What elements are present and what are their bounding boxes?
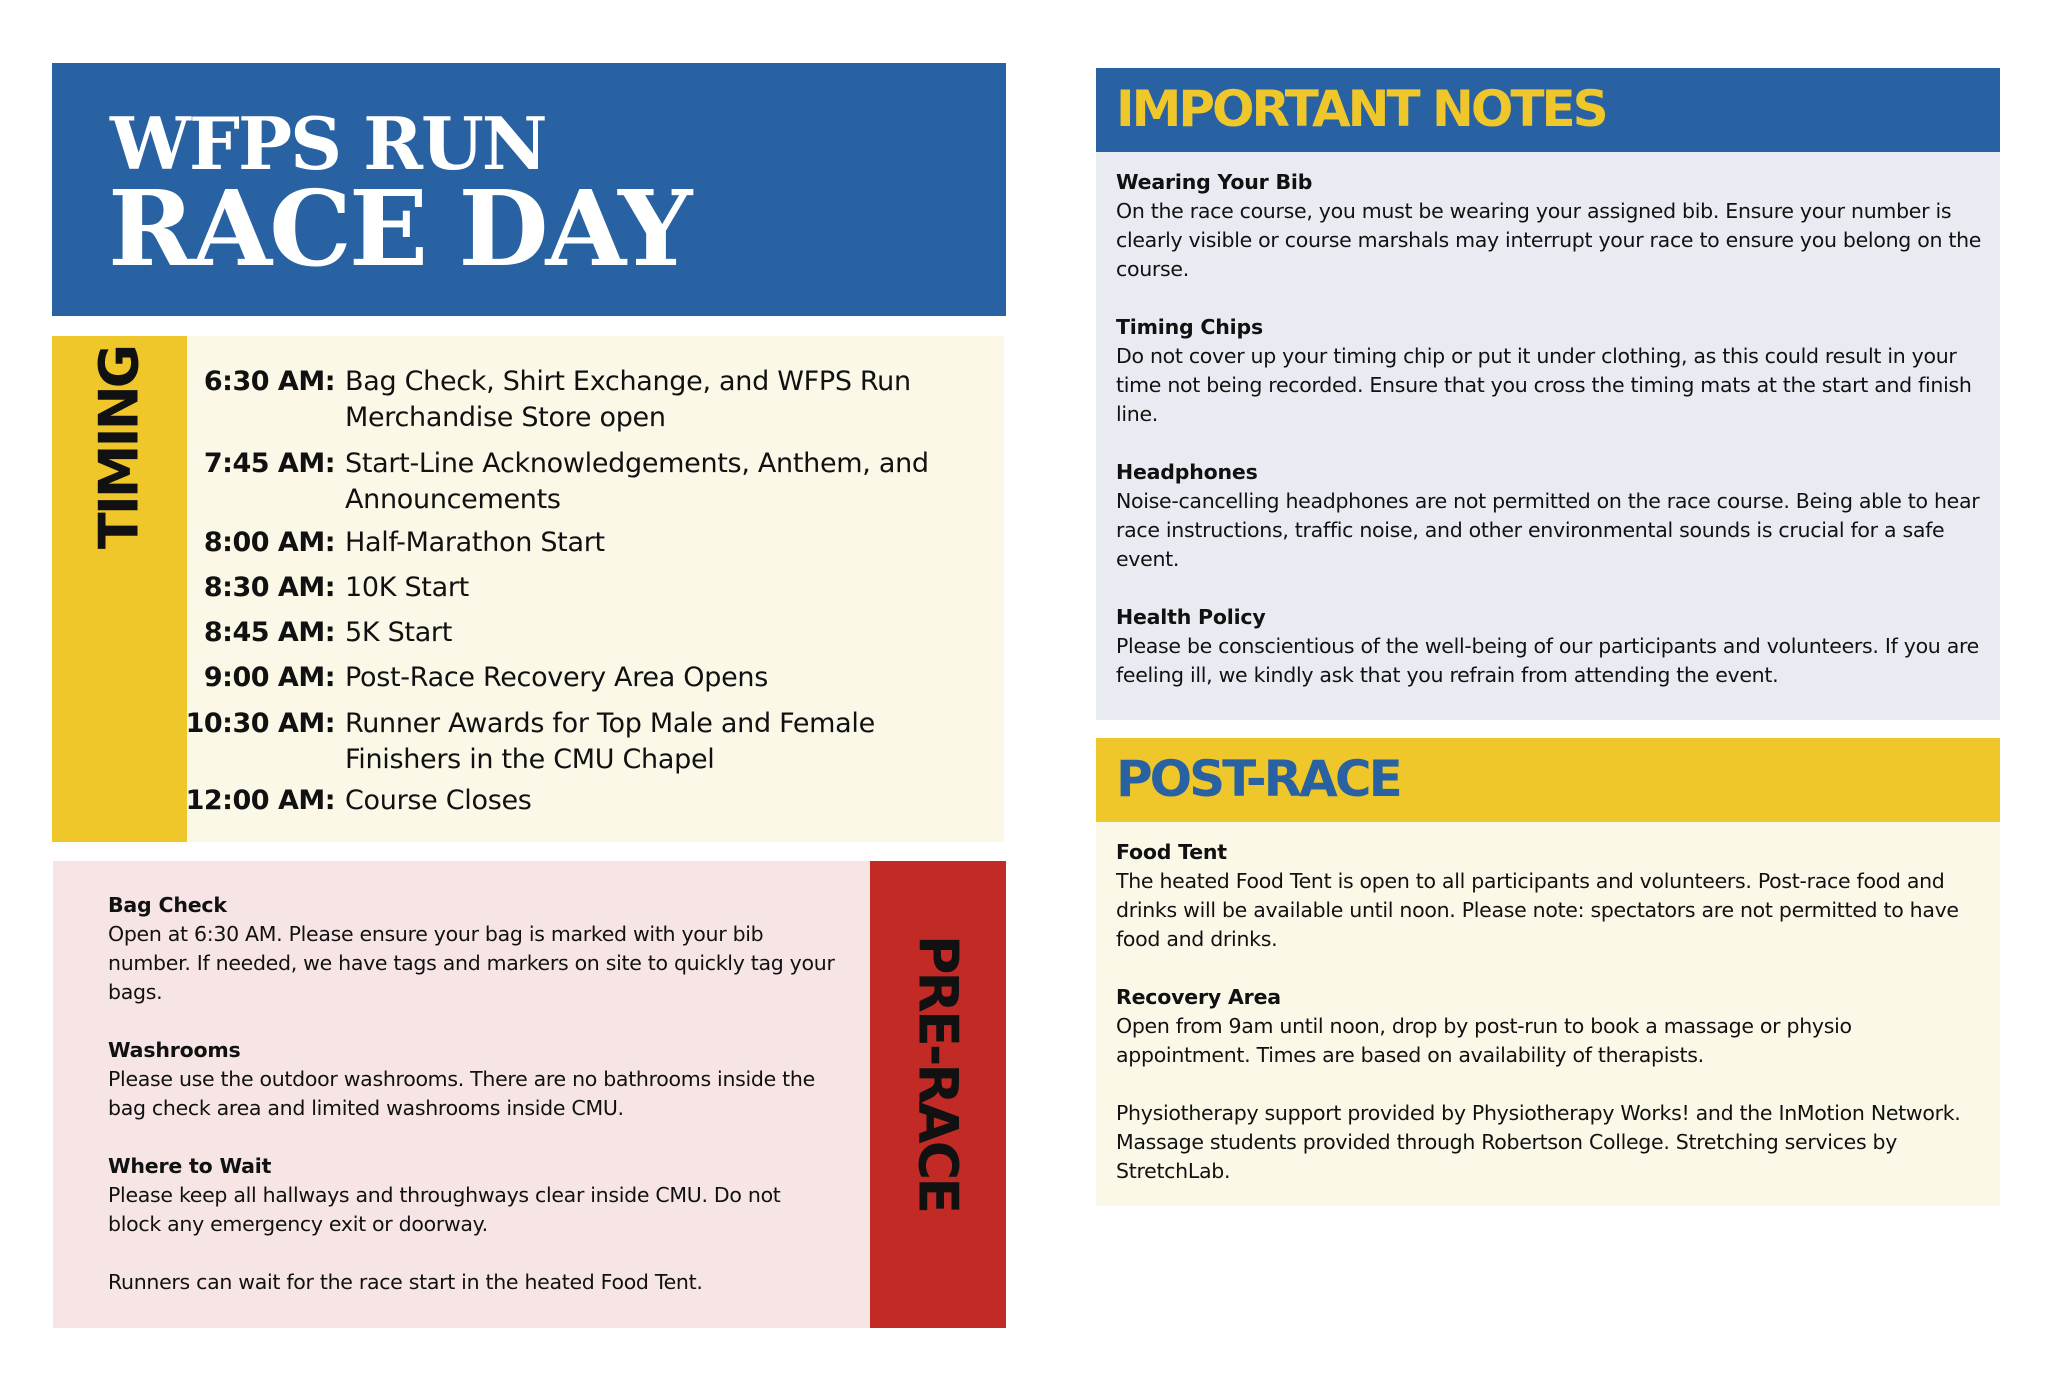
post-race-title: POST-RACE	[1116, 750, 1400, 808]
important-notes-content	[1116, 168, 1986, 719]
note-text: Do not cover up your timing chip or put it under clothing, as this could result in your time not being recorded. Ensure that you cross the timing mats at the start and finish line.	[1116, 344, 1972, 426]
note-text: Please use the outdoor washrooms. There are no bathrooms inside the bag check area and limited washrooms inside CMU.	[108, 1067, 815, 1120]
title-line-2: RACE DAY	[108, 167, 690, 290]
important-notes-header	[1096, 68, 2000, 152]
important-notes-title: IMPORTANT NOTES	[1116, 80, 1606, 138]
note-heading: Bag Check	[108, 893, 227, 917]
schedule-event: 5K Start	[345, 617, 453, 648]
pre-race-label: PRE-RACE	[906, 934, 970, 1212]
schedule-event: Post-Race Recovery Area Opens	[345, 662, 768, 693]
note-text: Open at 6:30 AM. Please ensure your bag is marked with your bib number. If needed, we have tags and markers on site to quickly tag your bags.	[108, 922, 835, 1004]
pre-race-panel	[53, 861, 870, 1328]
pre-race-content	[108, 891, 838, 1326]
note-item	[1116, 168, 1986, 284]
note-text: On the race course, you must be wearing your assigned bib. Ensure your number is clearly visible or course marshals may interrupt your race to ensure you belong on the course.	[1116, 199, 1982, 281]
schedule-time: 8:45 AM:	[203, 617, 335, 648]
schedule-time: 9:00 AM:	[203, 662, 335, 693]
note-heading: Wearing Your Bib	[1116, 170, 1313, 194]
note-item	[108, 1036, 838, 1123]
post-race-footer: Physiotherapy support provided by Physiotherapy Works! and the InMotion Network. Massage students provided through Robertson College. Stretching services by StretchLab.	[1116, 1101, 1961, 1183]
note-text: Noise-cancelling headphones are not permitted on the race course. Being able to hear race instructions, traffic noise, and other environmental sounds is crucial for a safe event.	[1116, 489, 1980, 571]
timing-tab	[52, 336, 187, 842]
schedule-event: Runner Awards for Top Male and Female Finishers in the CMU Chapel	[345, 708, 875, 775]
title-banner	[52, 63, 1006, 316]
timing-label: TIMING	[87, 346, 151, 550]
timing-schedule	[187, 336, 1004, 842]
note-text: Open from 9am until noon, drop by post-run to book a massage or physio appointment. Times are based on availability of therapists.	[1116, 1014, 1852, 1067]
schedule-event: Half-Marathon Start	[345, 527, 605, 558]
note-heading: Recovery Area	[1116, 985, 1281, 1009]
post-race-panel	[1096, 822, 2000, 1206]
note-item	[108, 1152, 838, 1239]
schedule-event: Start-Line Acknowledgements, Anthem, and Announcements	[345, 448, 929, 515]
note-text: The heated Food Tent is open to all participants and volunteers. Post-race food and drinks will be available until noon. Please note: spectators are not permitted to have food and drinks.	[1116, 869, 1959, 951]
important-notes-panel	[1096, 152, 2000, 720]
post-race-content	[1116, 838, 1986, 1215]
note-text: Please keep all hallways and throughways clear inside CMU. Do not block any emergency exit or doorway.	[108, 1183, 781, 1236]
note-item	[1116, 838, 1986, 954]
note-item	[1116, 458, 1986, 574]
note-heading: Where to Wait	[108, 1154, 272, 1178]
post-race-header	[1096, 738, 2000, 822]
pre-race-footer: Runners can wait for the race start in the heated Food Tent.	[108, 1270, 703, 1294]
note-heading: Timing Chips	[1116, 315, 1263, 339]
note-heading: Food Tent	[1116, 840, 1227, 864]
schedule-time: 6:30 AM:	[203, 366, 335, 397]
schedule-event: 10K Start	[345, 572, 469, 603]
note-text: Please be conscientious of the well-being of our participants and volunteers. If you are feeling ill, we kindly ask that you refrain from attending the event.	[1116, 634, 1979, 687]
title-line-1: WFPS RUN	[110, 101, 546, 186]
schedule-event: Bag Check, Shirt Exchange, and WFPS Run Merchandise Store open	[345, 366, 911, 433]
note-heading: Headphones	[1116, 460, 1258, 484]
note-heading: Washrooms	[108, 1038, 241, 1062]
schedule-time: 8:00 AM:	[203, 527, 335, 558]
note-item	[1116, 313, 1986, 429]
schedule-event: Course Closes	[345, 785, 532, 816]
schedule-time: 8:30 AM:	[203, 572, 335, 603]
note-item	[1116, 603, 1986, 690]
note-item	[108, 891, 838, 1007]
schedule-time: 10:30 AM:	[185, 708, 335, 739]
note-heading: Health Policy	[1116, 605, 1266, 629]
note-item	[1116, 983, 1986, 1070]
schedule-time: 7:45 AM:	[203, 448, 335, 479]
schedule-time: 12:00 AM:	[185, 785, 335, 816]
pre-race-tab	[870, 861, 1006, 1328]
